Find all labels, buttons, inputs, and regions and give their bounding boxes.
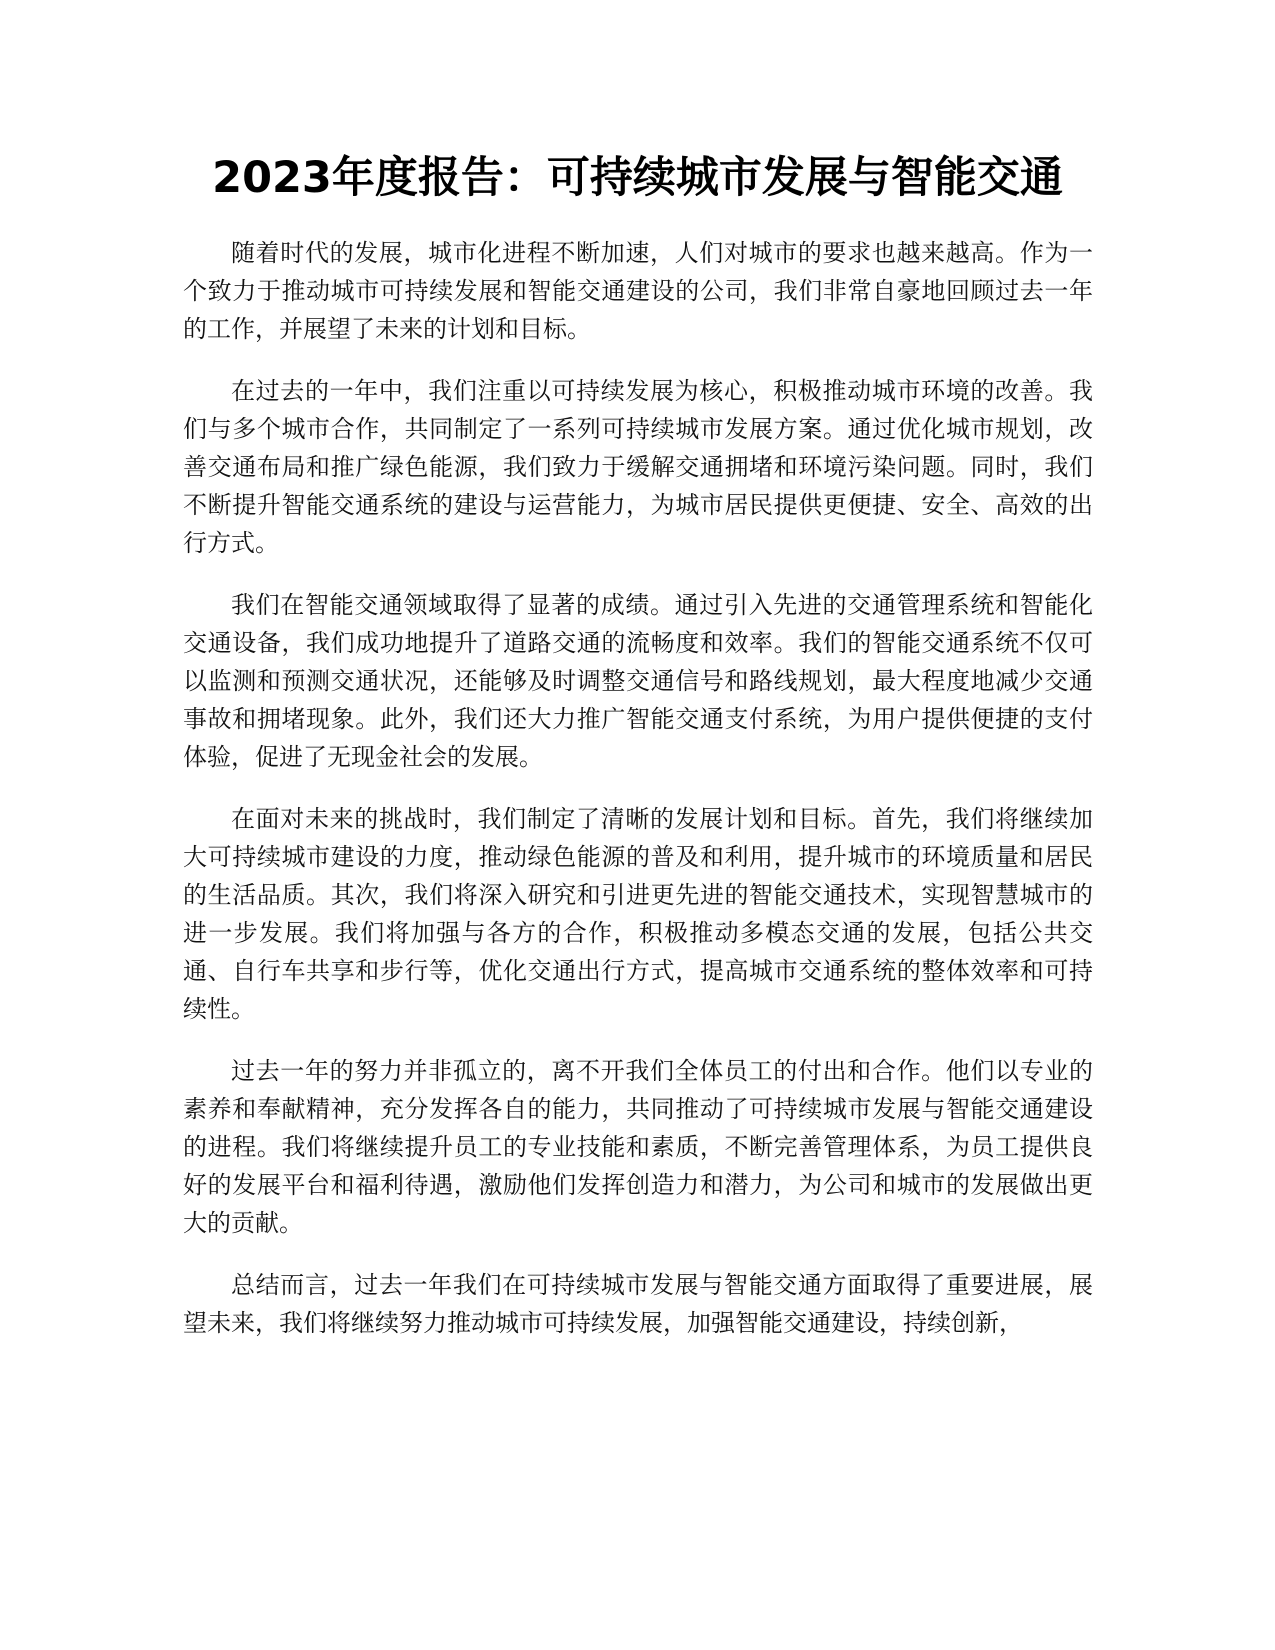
paragraph-future-plans: 在面对未来的挑战时，我们制定了清晰的发展计划和目标。首先，我们将继续加大可持续城市建设的力度，推动绿色能源的普及和利用，提升城市的环境质量和居民的生活品质。其次，我们将深入研究和引进更先进的智能交通技术，实现智慧城市的进一步发展。我们将加强与各方的合作，积极推动多模态交通的发展，包括公共交通、自行车共享和步行等，优化交通出行方式，提高城市交通系统的整体效率和可持续性。 [183, 805, 1093, 1023]
paragraph-intro: 随着时代的发展，城市化进程不断加速，人们对城市的要求也越来越高。作为一个致力于推动城市可持续发展和智能交通建设的公司，我们非常自豪地回顾过去一年的工作，并展望了未来的计划和目标。 [183, 239, 1093, 343]
paragraph-employees: 过去一年的努力并非孤立的，离不开我们全体员工的付出和合作。他们以专业的素养和奉献精神，充分发挥各自的能力，共同推动了可持续城市发展与智能交通建设的进程。我们将继续提升员工的专业技能和素质，不断完善管理体系，为员工提供良好的发展平台和福利待遇，激励他们发挥创造力和潜力，为公司和城市的发展做出更大的贡献。 [183, 1057, 1093, 1237]
document-title: 2023年度报告：可持续城市发展与智能交通 [212, 153, 1063, 203]
document-body [183, 234, 1093, 1366]
paragraph-sustainability: 在过去的一年中，我们注重以可持续发展为核心，积极推动城市环境的改善。我们与多个城市合作，共同制定了一系列可持续城市发展方案。通过优化城市规划，改善交通布局和推广绿色能源，我们致力于缓解交通拥堵和环境污染问题。同时，我们不断提升智能交通系统的建设与运营能力，为城市居民提供更便捷、安全、高效的出行方式。 [183, 377, 1093, 557]
paragraph-smart-traffic: 我们在智能交通领域取得了显著的成绩。通过引入先进的交通管理系统和智能化交通设备，我们成功地提升了道路交通的流畅度和效率。我们的智能交通系统不仅可以监测和预测交通状况，还能够及时调整交通信号和路线规划，最大程度地减少交通事故和拥堵现象。此外，我们还大力推广智能交通支付系统，为用户提供便捷的支付体验，促进了无现金社会的发展。 [183, 591, 1093, 771]
paragraph-summary: 总结而言，过去一年我们在可持续城市发展与智能交通方面取得了重要进展，展望未来，我们将继续努力推动城市可持续发展，加强智能交通建设，持续创新， [183, 1271, 1093, 1337]
